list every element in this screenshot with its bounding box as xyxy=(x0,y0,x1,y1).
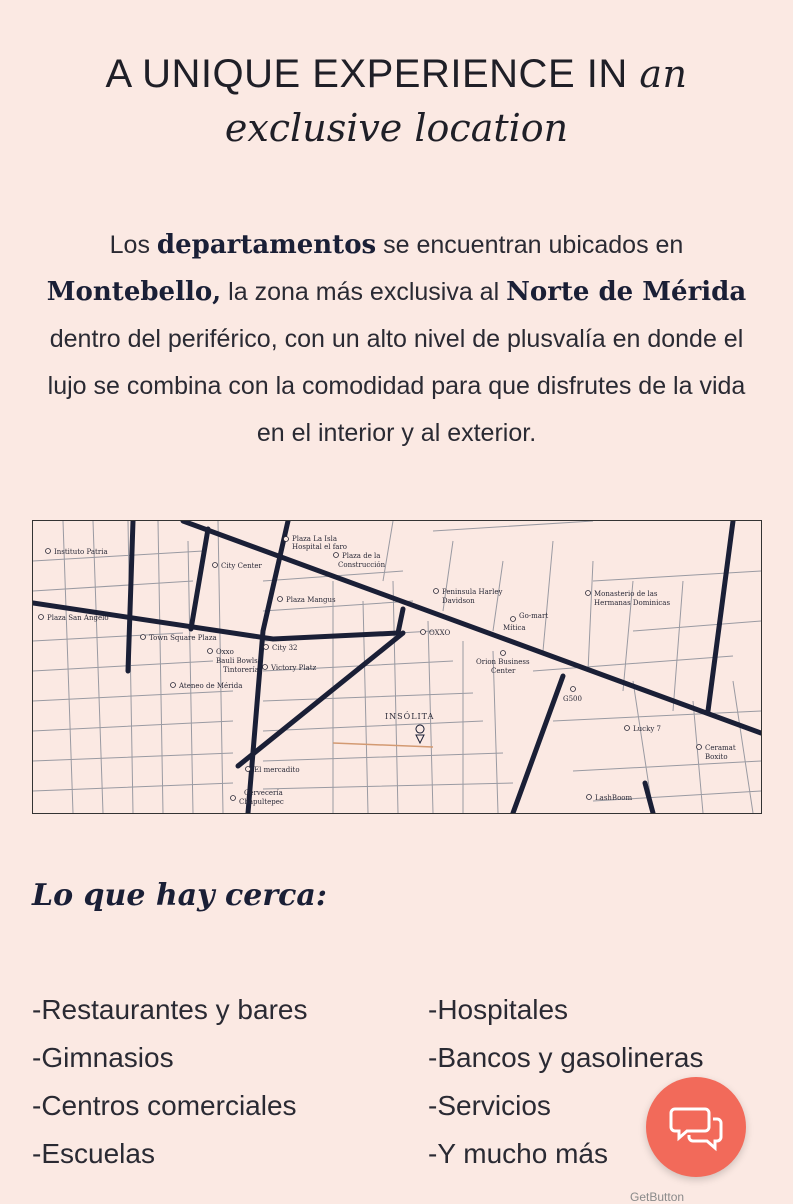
intro-text: se encuentran ubicados en xyxy=(376,231,684,259)
map-label: El mercadito xyxy=(254,766,300,774)
map-label: Plaza de la xyxy=(342,552,381,560)
intro-bold: Norte de Mérida xyxy=(506,277,747,307)
map-label: Victory Platz xyxy=(271,664,317,672)
heading-italic: an xyxy=(639,52,688,96)
map-label: Monasterio de las xyxy=(594,590,658,598)
map-svg xyxy=(33,521,761,813)
intro-text: la zona más exclusiva al xyxy=(221,278,507,306)
map-label: Plaza La Isla xyxy=(292,535,338,543)
map-label: Center xyxy=(491,667,516,675)
map-brand: INSÓLITA xyxy=(385,712,435,721)
list-item: -Y mucho más xyxy=(428,1138,608,1169)
list-item: -Hospitales xyxy=(428,994,569,1025)
map-label: Bauli Bowls xyxy=(216,657,258,665)
intro-text: Los xyxy=(109,231,157,259)
location-map xyxy=(32,520,762,814)
map-label: Hospital el faro xyxy=(292,543,348,551)
nearby-list-left xyxy=(32,986,307,1178)
footer-brand[interactable]: GetButton xyxy=(630,1190,685,1204)
heading-upper: A UNIQUE EXPERIENCE IN xyxy=(105,52,628,96)
map-label: City Center xyxy=(221,562,262,570)
list-item: -Gimnasios xyxy=(32,1042,174,1073)
map-label: Plaza San Angelo xyxy=(47,614,109,622)
intro-paragraph xyxy=(40,222,753,457)
map-label: Peninsula Harley xyxy=(442,588,503,596)
map-label: City 32 xyxy=(272,644,298,652)
nearby-title: Lo que hay cerca: xyxy=(32,878,327,913)
list-item: -Bancos y gasolineras xyxy=(428,1042,704,1073)
map-label: Davidson xyxy=(442,597,475,605)
list-item: -Escuelas xyxy=(32,1138,155,1169)
map-label: Construcción xyxy=(338,561,386,569)
map-label: Cervecería xyxy=(244,789,283,797)
map-label: Plaza Mangus xyxy=(286,596,336,604)
map-label: Go-mart xyxy=(519,612,549,620)
map-label: Orion Business xyxy=(476,658,530,666)
location-pin-icon xyxy=(416,725,424,743)
map-label: Chapultepec xyxy=(239,798,284,806)
heading-line-2: exclusive location xyxy=(224,106,569,150)
map-label: OXXO xyxy=(429,629,451,637)
map-label: Oxxo xyxy=(216,648,234,656)
list-item: -Servicios xyxy=(428,1090,551,1121)
heading-line-1 xyxy=(0,52,793,97)
map-label: Town Square Plaza xyxy=(149,634,217,642)
chat-bubbles-icon xyxy=(669,1101,723,1153)
list-item: -Centros comerciales xyxy=(32,1090,297,1121)
list-item: -Restaurantes y bares xyxy=(32,994,308,1025)
intro-bold: departamentos xyxy=(156,230,377,260)
intro-text: dentro del periférico, con un alto nivel de plusvalía en donde el lujo se combina con la comodidad para que disfrutes de la vida en el interior y al exterior. xyxy=(47,325,746,447)
map-label: Ceramat xyxy=(705,744,736,752)
chat-button[interactable] xyxy=(646,1077,746,1177)
map-label: Hermanas Dominicas xyxy=(594,599,671,607)
intro-bold: Montebello, xyxy=(46,277,222,307)
map-label: Boxito xyxy=(705,753,728,761)
map-label: G500 xyxy=(563,695,582,703)
map-label: LashBoom xyxy=(595,794,633,802)
map-label: Lucky 7 xyxy=(633,725,661,733)
map-label: Ateneo de Mérida xyxy=(179,682,243,690)
map-label: Tintorería xyxy=(223,666,259,674)
map-label: Mítica xyxy=(503,624,526,632)
map-label: Instituto Patria xyxy=(54,548,108,556)
